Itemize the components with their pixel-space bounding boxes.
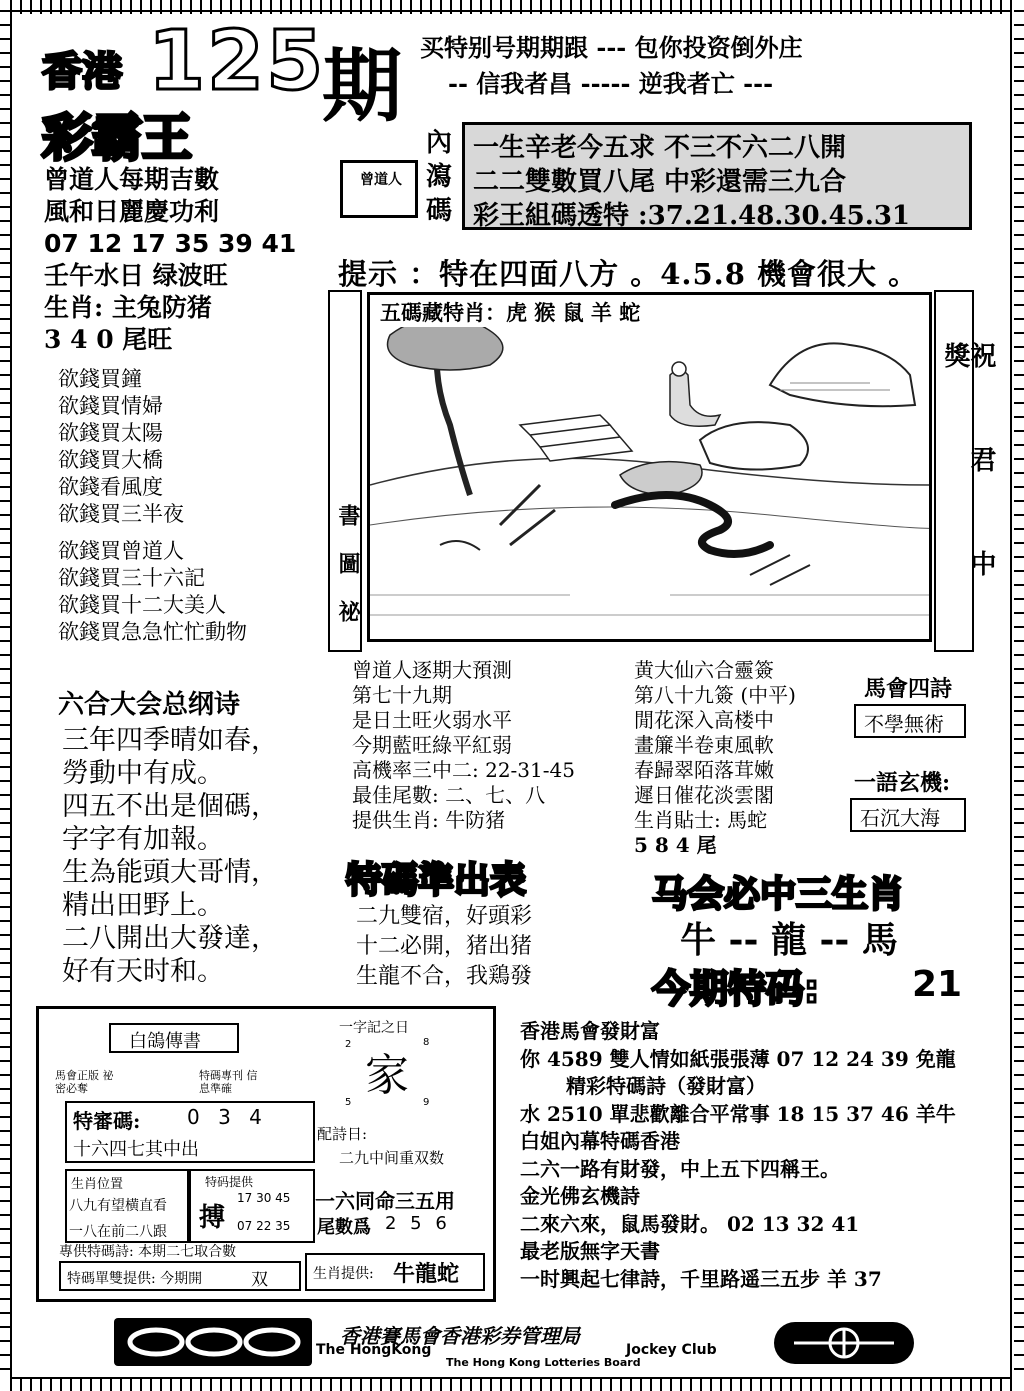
one-char-big: 家	[365, 1050, 409, 1101]
scene-caption: 五碼藏特肖：虎 猴 鼠 羊 蛇	[380, 297, 640, 327]
oracle-line: 畫簾半卷東風軟	[634, 733, 774, 757]
daily-luck-block	[44, 164, 296, 356]
landscape-drawing	[370, 295, 929, 639]
one-word-text: 石沉大海	[860, 806, 940, 830]
one-char-title: 一字記之日	[339, 1020, 409, 1036]
want-money-group2	[58, 538, 247, 646]
left-footer-logo	[114, 1318, 312, 1366]
horse-poem-box	[854, 704, 966, 738]
footer-chinese: 香港賽馬會香港彩券管理局	[340, 1324, 580, 1348]
fortune-line: 香港馬會發財富	[520, 1019, 660, 1043]
prediction-line: 高機率三中二: 22-31-45	[352, 758, 575, 782]
daily-luck-line: 生肖: 主兔防猪	[44, 293, 212, 322]
scene-illustration	[367, 292, 932, 642]
issue-suffix: 期	[322, 40, 402, 133]
special-table-line: 二九雙宿，好頭彩	[356, 904, 533, 929]
special-table-line: 十二必開，猪出猪	[356, 934, 533, 959]
issue-number: 125	[148, 14, 326, 109]
want-money-item: 欲錢買太陽	[58, 421, 163, 445]
oracle-block	[634, 658, 796, 858]
poem-line: 精出田野上。	[62, 890, 224, 921]
pigeon-panel	[36, 1006, 496, 1302]
pigeon-left-small: 馬會正版 祕密必奪	[55, 1069, 114, 1095]
capture-char: 搏	[199, 1203, 226, 1233]
must-win-title: 马会必中三生肖	[652, 874, 905, 915]
fortune-line: 精彩特碼詩（發財富）	[566, 1074, 766, 1098]
daily-luck-line: 壬午水日 绿波旺	[44, 261, 228, 290]
logo-hk: 香港	[42, 49, 122, 95]
seal-stamp	[340, 160, 418, 218]
special-table-title: 特碼準出表	[346, 860, 527, 901]
inner-code-line3: 彩王組碼透特 :37.21.48.30.45.31	[473, 201, 910, 231]
prediction-line: 第七十九期	[352, 683, 452, 707]
corner-5: 5	[345, 1097, 352, 1108]
daily-luck-numbers: 07 12 17 35 39 41	[44, 229, 297, 258]
pigeon-right-small: 特碼專刊 信息準確	[199, 1069, 258, 1095]
special-code-value: 21	[912, 964, 963, 1005]
special-table-line: 生龍不合，我鶏發	[356, 964, 533, 989]
want-money-item: 欲錢買三半夜	[58, 502, 184, 526]
odd-even-box	[59, 1261, 301, 1291]
daily-luck-line: 風和日麗慶功利	[44, 197, 220, 226]
prediction-line: 最佳尾數: 二、七、八	[352, 783, 546, 807]
zodiac-position-title: 生肖位置	[71, 1177, 124, 1192]
corner-9: 9	[423, 1097, 430, 1108]
special-table-lines	[356, 902, 532, 992]
secret-code-box	[65, 1101, 315, 1163]
poem-line: 四五不出是個碼，	[62, 791, 278, 822]
zodiac-position-box	[65, 1169, 189, 1243]
footer-english-left: The HongKong	[316, 1342, 432, 1358]
daily-luck-line: 3 4 0 尾旺	[44, 325, 173, 354]
want-money-item: 欲錢買十二大美人	[58, 593, 226, 617]
supply-nums-line1: 17 30 45	[237, 1191, 291, 1205]
one-word-title: 一語玄機:	[854, 770, 951, 796]
zodiac-supply-label: 生肖提供:	[313, 1266, 374, 1282]
poem-line: 勞動中有成。	[62, 758, 224, 789]
brand-title: 彩霸王	[42, 109, 192, 167]
poem-line: 好有天时和。	[62, 956, 224, 987]
odd-even-value: 双	[251, 1270, 268, 1290]
want-money-item: 欲錢買急急忙忙動物	[58, 620, 247, 644]
fortune-line: 二六一路有財發，中上五下四稱王。	[520, 1156, 840, 1181]
must-win-zodiac: 牛 -- 龍 -- 馬	[680, 919, 898, 961]
fortune-block	[520, 1018, 956, 1293]
inner-code-label: 內瀉碼	[426, 128, 453, 226]
one-word-box	[850, 798, 966, 832]
want-money-item: 欲錢買情婦	[58, 394, 163, 418]
poem-line: 二八開出大發達，	[62, 923, 278, 954]
tail-label: 尾數爲	[317, 1217, 371, 1238]
horse-poem-text: 不學無術	[864, 712, 944, 736]
special-supply-title: 特码提供	[205, 1175, 254, 1189]
right-border-pattern	[1014, 10, 1024, 1381]
poem-lines	[62, 724, 278, 988]
fortune-line: 二來六來，鼠馬發財。 02 13 32 41	[520, 1211, 860, 1236]
oracle-line: 閒花深入高楼中	[634, 708, 774, 732]
oracle-line: 黄大仙六合靈簽	[634, 658, 774, 682]
inner-code-panel	[462, 122, 972, 230]
left-border-pattern	[0, 10, 10, 1381]
poem-label: 配詩日:	[317, 1125, 368, 1143]
poem-text: 二九中间重双数	[339, 1149, 445, 1167]
pigeon-title-box	[109, 1023, 239, 1053]
want-money-group1	[58, 366, 184, 528]
left-scroll-frame	[328, 290, 362, 652]
want-money-item: 欲錢買鐘	[58, 367, 142, 391]
special-code-label: 今期特码:	[652, 967, 820, 1011]
seal-text: 曾道人	[360, 172, 402, 188]
pigeon-title: 白鴿傳書	[129, 1031, 201, 1052]
zodiac-supply-value: 牛龍蛇	[393, 1261, 460, 1287]
right-footer-logo	[774, 1322, 914, 1364]
fortune-line: 白姐內幕特碼香港	[520, 1129, 680, 1153]
prediction-line: 今期藍旺綠平紅弱	[352, 733, 512, 757]
oracle-line: 第八十九簽 (中平)	[634, 683, 796, 707]
oracle-line: 生肖貼士: 馬蛇	[634, 808, 768, 832]
footer-english-right: Jockey Club	[626, 1342, 717, 1358]
fortune-line: 一时興起七律詩，千里路遥三五步 羊 37	[520, 1266, 882, 1291]
fortune-line: 最老版無字天書	[520, 1239, 660, 1263]
hint-line: 提示 ：特在四面八方 。4.5.8 機會很大 。	[338, 257, 919, 291]
poem-line: 三年四季晴如春，	[62, 725, 278, 756]
corner-8: 8	[423, 1037, 430, 1048]
secret-code-line: 十六四七其中出	[73, 1139, 199, 1160]
secret-code-label: 特審碼:	[73, 1109, 141, 1133]
footer-english-sub: The Hong Kong Lotteries Board	[446, 1356, 641, 1369]
inner-code-line1: 一生辛老今五求 不三不六二八開	[473, 133, 847, 163]
lotteries-emblem-icon	[774, 1322, 914, 1364]
inner-code-line2: 二二雙數買八尾 中彩還需三九合	[473, 167, 847, 197]
corner-2: 2	[345, 1039, 352, 1050]
bottom-border-pattern	[10, 1377, 1012, 1391]
zodiac-supply-box	[305, 1253, 485, 1291]
poem-title: 六合大会总纲诗	[58, 690, 241, 720]
odd-even-label: 特碼單雙提供: 今期開	[67, 1271, 203, 1287]
scene-right-vertical: 祝 君 中 獎	[940, 342, 996, 600]
prediction-block	[352, 658, 575, 833]
slogan-line2: -- 信我者昌 ----- 逆我者亡 ---	[448, 69, 774, 98]
horse-poem-title: 馬會四詩	[864, 676, 953, 702]
oracle-line: 春歸翠陌落茸嫩	[634, 758, 774, 782]
tail-value: 2 5 6	[385, 1213, 451, 1234]
special-supply-box	[189, 1169, 315, 1243]
right-scroll-frame	[934, 290, 996, 652]
fate-line: 一六同命三五用	[315, 1189, 455, 1213]
prediction-line: 是日土旺火弱水平	[352, 708, 512, 732]
want-money-item: 欲錢買曾道人	[58, 539, 184, 563]
daily-luck-line: 曾道人每期吉數	[44, 165, 220, 194]
oracle-line: 5 8 4 尾	[634, 833, 717, 857]
poem-line: 生為能頭大哥情，	[62, 857, 278, 888]
zodiac-position-line1: 八九有望横直看	[69, 1198, 167, 1214]
fortune-line: 水 2510 單悲歡離合平常事 18 15 37 46 羊牛	[520, 1101, 956, 1126]
supply-nums-line2: 07 22 35	[237, 1219, 291, 1233]
prediction-line: 曾道人逐期大預測	[352, 658, 512, 682]
poem-line: 字字有加報。	[62, 824, 224, 855]
fortune-line: 你 4589 雙人情如紙張張薄 07 12 24 39 免龍	[520, 1046, 956, 1071]
want-money-item: 欲錢看風度	[58, 475, 163, 499]
slogan-line1: 买特别号期期跟 --- 包你投资倒外庄	[420, 33, 803, 62]
want-money-item: 欲錢買大橋	[58, 448, 163, 472]
prediction-line: 提供生肖: 牛防猪	[352, 808, 506, 832]
exclusive-poem: 專供特碼詩: 本期二七取合數	[59, 1244, 237, 1260]
jockey-emblem-icon	[114, 1318, 312, 1366]
fortune-line: 金光佛玄機詩	[520, 1184, 640, 1208]
want-money-item: 欲錢買三十六記	[58, 566, 205, 590]
oracle-line: 遲日催花淡雲閣	[634, 783, 774, 807]
zodiac-position-line2: 一八在前二八跟	[69, 1224, 167, 1240]
secret-code-value: 0 3 4	[187, 1105, 268, 1129]
scene-left-vertical: 書 圖 祕	[335, 504, 361, 622]
